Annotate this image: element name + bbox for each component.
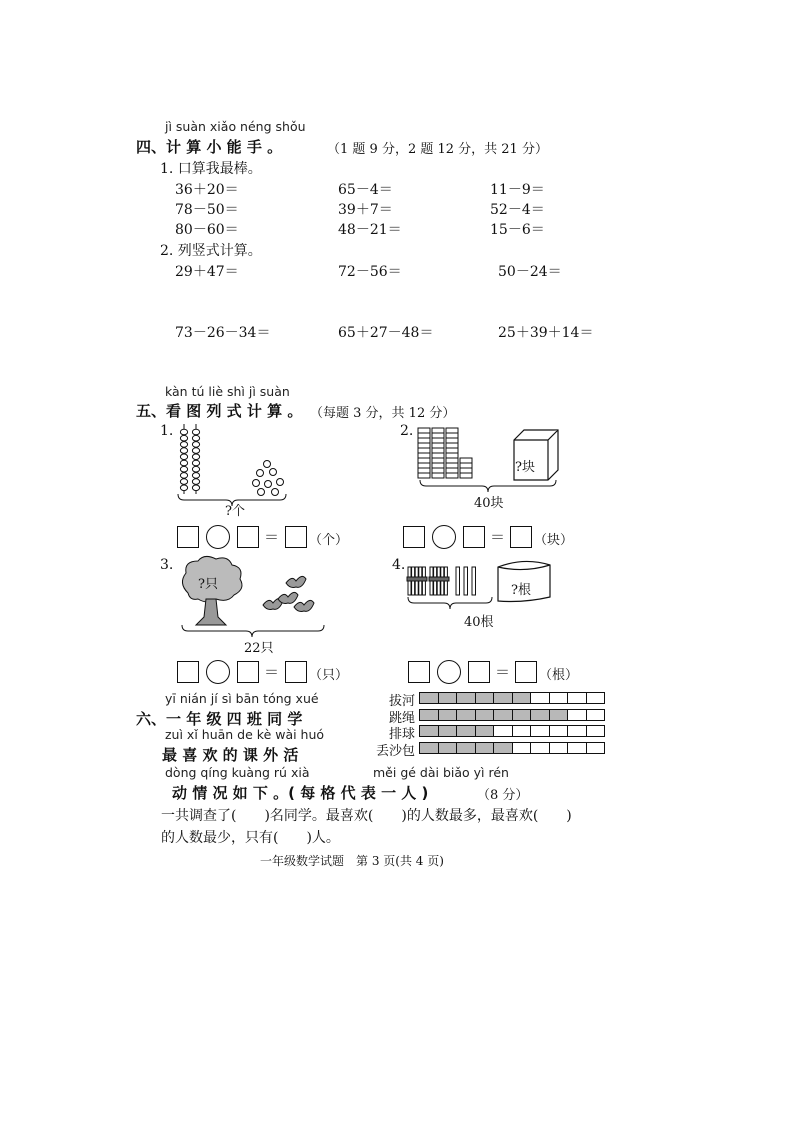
chart-empty-cell [512, 742, 532, 754]
problem-1-caption: ?个 [225, 504, 245, 519]
chart-empty-cell [530, 725, 550, 737]
section4-pinyin: jì suàn xiǎo néng shǒu [165, 119, 306, 134]
chart-empty-cell [549, 692, 569, 704]
operator-circle[interactable] [432, 525, 456, 549]
chart-filled-cell [475, 725, 495, 737]
chart-filled-cell [530, 709, 550, 721]
chart-empty-cell [567, 692, 587, 704]
problem-2-box-label: ?块 [515, 460, 535, 475]
chart-filled-cell [438, 725, 458, 737]
chart-empty-cell [549, 742, 569, 754]
chart-empty-cell [586, 692, 606, 704]
chart-filled-cell [512, 709, 532, 721]
chart-empty-cell [549, 725, 569, 737]
chart-filled-cell [549, 709, 569, 721]
answer-box[interactable] [463, 526, 485, 548]
q1-item: 15－6＝ [490, 222, 545, 238]
q1-item: 52－4＝ [490, 202, 545, 218]
chart-filled-cell [493, 692, 513, 704]
problem-2-caption: 40块 [474, 496, 504, 511]
chart-filled-cell [419, 709, 439, 721]
q1-item: 48－21＝ [338, 222, 402, 238]
answer-box[interactable] [403, 526, 425, 548]
chart-filled-cell [438, 742, 458, 754]
equals-sign: ＝ [264, 528, 280, 546]
q2-item: 65＋27－48＝ [338, 325, 434, 341]
answer-box[interactable] [468, 661, 490, 683]
chart-empty-cell [586, 709, 606, 721]
q1-item: 65－4＝ [338, 182, 393, 198]
section4-points: （1 题 9 分，2 题 12 分，共 21 分） [327, 142, 548, 157]
problem-2-number: 2. [400, 423, 414, 439]
chart-bar-row [419, 709, 604, 721]
section6-line-2: 最 喜 欢 的 课 外 活 [162, 746, 299, 764]
abacus-beads-picture [176, 422, 296, 512]
q2-item: 29＋47＝ [175, 264, 239, 280]
chart-empty-cell [567, 709, 587, 721]
problem-1-number: 1. [160, 423, 174, 439]
chart-filled-cell [475, 709, 495, 721]
chart-empty-cell [530, 742, 550, 754]
operator-circle[interactable] [437, 660, 461, 684]
chart-bar-row [419, 692, 604, 704]
chart-bar-row [419, 725, 604, 737]
problem-3-tree-label: ?只 [198, 577, 218, 592]
chart-empty-cell [567, 725, 587, 737]
chart-filled-cell [512, 692, 532, 704]
problem-4-number: 4. [392, 557, 406, 573]
answer-box[interactable] [237, 526, 259, 548]
equals-sign: ＝ [264, 663, 280, 681]
chart-category-label: 跳绳 [388, 710, 415, 726]
unit-label: （个） [309, 533, 349, 548]
answer-box[interactable] [285, 661, 307, 683]
chart-category-label: 丢沙包 [375, 743, 415, 759]
q1-item: 36＋20＝ [175, 182, 239, 198]
chart-filled-cell [419, 692, 439, 704]
chart-bar-row [419, 742, 604, 754]
q1-item: 39＋7＝ [338, 202, 393, 218]
section6-pinyin-3a: dòng qíng kuàng rú xià [165, 765, 310, 780]
q1-label: 1. 口算我最棒。 [160, 161, 262, 177]
section6-line-3: 动 情 况 如 下 。( 每 格 代 表 一 人 ) [172, 784, 429, 802]
q2-item: 25＋39＋14＝ [498, 325, 594, 341]
chart-filled-cell [475, 692, 495, 704]
chart-empty-cell [586, 742, 606, 754]
chart-filled-cell [493, 709, 513, 721]
q2-item: 73－26－34＝ [175, 325, 271, 341]
answer-box[interactable] [177, 526, 199, 548]
operator-circle[interactable] [206, 525, 230, 549]
answer-box[interactable] [177, 661, 199, 683]
section6-question-1: 一共调查了( )名同学。最喜欢( )的人数最多，最喜欢( ) [161, 808, 572, 824]
section6-pinyin-1: yī nián jí sì bān tóng xué [165, 691, 319, 706]
section5-pinyin: kàn tú liè shì jì suàn [165, 384, 290, 399]
q2-label: 2. 列竖式计算。 [160, 243, 262, 259]
problem-4-box-label: ?根 [511, 583, 531, 598]
answer-box[interactable] [237, 661, 259, 683]
chart-empty-cell [512, 725, 532, 737]
section6-points: （8 分） [477, 788, 529, 803]
q2-item: 72－56＝ [338, 264, 402, 280]
equals-sign: ＝ [495, 663, 511, 681]
chart-empty-cell [530, 692, 550, 704]
page-footer: 一年级数学试题 第 3 页(共 4 页) [260, 854, 444, 868]
unit-label: （根） [539, 668, 579, 683]
chart-empty-cell [493, 725, 513, 737]
answer-box[interactable] [408, 661, 430, 683]
chart-filled-cell [456, 692, 476, 704]
chart-filled-cell [438, 692, 458, 704]
problem-3-caption: 22只 [244, 641, 274, 656]
q1-item: 80－60＝ [175, 222, 239, 238]
chart-filled-cell [419, 742, 439, 754]
section6-question-2: 的人数最少，只有( )人。 [161, 830, 340, 846]
answer-box[interactable] [515, 661, 537, 683]
section5-points: （每题 3 分，共 12 分） [310, 406, 456, 421]
unit-label: （块） [534, 533, 574, 548]
chart-filled-cell [456, 742, 476, 754]
chart-category-label: 排球 [388, 727, 415, 742]
unit-label: （只） [309, 668, 349, 683]
chart-filled-cell [475, 742, 495, 754]
chart-filled-cell [456, 709, 476, 721]
chart-filled-cell [419, 725, 439, 737]
tree-birds-picture [178, 555, 338, 645]
answer-box[interactable] [510, 526, 532, 548]
q1-item: 11－9＝ [490, 182, 545, 198]
chart-category-label: 拔河 [388, 694, 415, 709]
section6-pinyin-2: zuì xǐ huān de kè wài huó [165, 727, 325, 742]
chart-filled-cell [456, 725, 476, 737]
q2-item: 50－24＝ [498, 264, 562, 280]
q1-item: 78－50＝ [175, 202, 239, 218]
problem-4-caption: 40根 [464, 615, 494, 630]
equals-sign: ＝ [490, 528, 506, 546]
operator-circle[interactable] [206, 660, 230, 684]
chart-empty-cell [586, 725, 606, 737]
section4-heading: 四、计 算 小 能 手 。 [136, 138, 283, 156]
problem-3-number: 3. [160, 557, 174, 573]
section5-heading: 五、看 图 列 式 计 算 。 [136, 402, 303, 420]
chart-filled-cell [493, 742, 513, 754]
section6-line-1: 六、一 年 级 四 班 同 学 [136, 710, 303, 728]
cube-blocks-picture [412, 418, 562, 493]
section6-pinyin-3b: měi gé dài biǎo yì rén [373, 765, 509, 780]
chart-empty-cell [567, 742, 587, 754]
answer-box[interactable] [285, 526, 307, 548]
chart-filled-cell [438, 709, 458, 721]
